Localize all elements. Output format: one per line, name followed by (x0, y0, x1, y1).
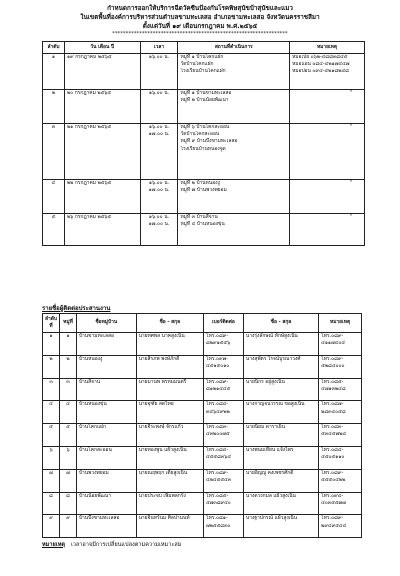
tel-prefix: โทร.๐๘๙- (321, 469, 344, 476)
ditto-mark: " (349, 180, 352, 186)
tel-number: ๔๒๔๕๕๔๓ (206, 476, 232, 483)
col-header-name2: ชื่อ - สกุล (243, 314, 318, 333)
tel-number: ๓๔๖๔๙๒๒ (206, 408, 230, 415)
schedule-date: ๒๒ กรกฎาคม ๒๕๖๕ (64, 180, 140, 214)
schedule-place (178, 214, 290, 246)
tel-prefix: โทร.๐๘๙- (206, 469, 229, 476)
schedule-header-row (43, 42, 365, 54)
time-line: ๑๖.๐๐ น. (148, 214, 170, 220)
note-line: หมอปอน ๐๙๔-๔๒๑๘๒๔๘ (292, 68, 349, 75)
tel-prefix: โทร.๐๘๗- (321, 401, 344, 408)
row-moo: ๙ (60, 515, 77, 538)
schedule-date: ๒๖ กรกฎาคม ๒๕๖๕ (64, 214, 140, 246)
row-moo: ๔ (60, 401, 77, 424)
schedule-no: ๕ (43, 214, 65, 246)
row-tel2 (319, 515, 362, 538)
row-no: ๗ (43, 469, 60, 492)
time-line: ๑๖.๐๐ น. (148, 180, 170, 186)
row-tel1 (204, 469, 244, 492)
tel-number: ๗๒๕๕๘๓๐ (206, 522, 231, 529)
tel-prefix: โทร.๐๘๑- (206, 515, 228, 522)
row-village: บ้านหนองขุ่น (76, 401, 136, 424)
row-name2: นายอิญญู คงเพชรศักดิ์ (243, 469, 318, 492)
row-name1: นายทศพล นาคสูงเนิน (136, 333, 203, 356)
row-tel1 (204, 355, 244, 378)
row-name1: นายจินทร์นม ศิลปานนท์ (136, 515, 203, 538)
coordinator-row (43, 424, 362, 447)
tel-number: ๔๕๐๕๑๑๐ (321, 454, 345, 461)
schedule-note (290, 54, 365, 90)
tel-prefix: โทร.๐๘๙- (206, 378, 229, 385)
document-title-line2: ในเขตพื้นที่องค์การบริหารส่วนตำบลขามทะเลสอ อำเภอขามทะเลสอ จังหวัดนครราชสีมา (80, 14, 320, 21)
schedule-time (140, 54, 178, 90)
schedule-place (178, 124, 290, 180)
document-title-line1: กำหนดการออกให้บริการฉีดวัคซีนป้องกันโรคพิษสุนัขบ้าสุนัขและแมว (107, 5, 293, 12)
row-tel2 (319, 469, 362, 492)
footer-label: หมายเหตุ (42, 542, 66, 548)
schedule-time (140, 90, 178, 124)
tel-prefix: โทร.๐๘๕- (321, 378, 344, 385)
place-line: โรงเรียนบ้านโคกแฝก (180, 68, 226, 75)
row-no: ๒ (43, 355, 60, 378)
schedule-row (43, 54, 365, 90)
schedule-date: ๑๙ กรกฎาคม ๒๕๖๕ (64, 54, 140, 90)
coordinator-row (43, 515, 362, 538)
schedule-row (43, 124, 365, 180)
row-tel1 (204, 401, 244, 424)
tel-prefix: โทร.๐๘๙- (321, 333, 344, 339)
row-name1: นายประจบ เพิ่มพลกรัง (136, 492, 203, 515)
coordinators-table (42, 313, 362, 538)
col-header-note: หมายเหตุ (290, 42, 365, 54)
row-village: บ้านขามทะเลสอ (76, 333, 136, 356)
place-line: หมู่ที่ ๑ บ้านขามทะเลสอ (180, 90, 232, 96)
coordinator-row (43, 378, 362, 401)
schedule-note (290, 180, 365, 214)
col-header-tel: เบอร์ติดต่อ (204, 314, 244, 333)
coordinator-row (43, 492, 362, 515)
tel-number: ๔๕๑๕๐๑๐ (206, 363, 230, 369)
tel-prefix: โทร.๐๙๗- (206, 355, 229, 362)
schedule-place (178, 54, 290, 90)
tel-number: ๔๕๕๘๓๖๔ (206, 454, 232, 461)
time-line: ๑๖.๐๐ น. (148, 124, 170, 130)
row-tel2 (319, 378, 362, 401)
row-village: บ้านบึงขามทะเลสอ (76, 515, 136, 538)
tel-number: ๕๒๘๔๐๐๐ (321, 363, 345, 369)
row-name1: นายมานพ พรหมมนตรี (136, 378, 203, 401)
row-tel1 (204, 446, 244, 469)
schedule-note (290, 124, 365, 180)
col-header-no: ลำดับ (43, 42, 65, 54)
coordinators-header-row (43, 314, 362, 333)
tel-prefix: โทร.๐๘๓- (206, 424, 228, 431)
row-name2: นางกาญจนวรรณ ขอสูงเนิน (243, 401, 318, 424)
row-tel2 (319, 401, 362, 424)
row-tel1 (204, 333, 244, 356)
row-name1: นายจีระพงษ์ จักรแก้ว (136, 424, 203, 447)
col-header-order: ลำดับที่ (43, 314, 60, 333)
row-tel2 (319, 424, 362, 447)
row-tel1 (204, 424, 244, 447)
row-name1: นายสิรภพ พงษ์ภักดิ์ (136, 355, 203, 378)
row-tel1 (204, 378, 244, 401)
tel-prefix: โทร.๐๙๔- (321, 492, 344, 499)
time-line: ๑๗.๐๐ น. (148, 131, 170, 138)
schedule-note (290, 90, 365, 124)
place-line: วัดบ้านโคกสะออน (180, 131, 220, 138)
document-title-line3: ตั้งแต่วันที่ ๑๙ เดือนกรกฎาคม พ.ศ.๒๕๖๕ (142, 23, 258, 30)
row-moo: ๖ (60, 446, 77, 469)
tel-prefix: โทร.๐๘๔- (321, 446, 344, 453)
schedule-place (178, 90, 290, 124)
schedule-table (42, 41, 365, 246)
col-header-moo: หมู่ที่ (60, 314, 77, 333)
place-line: หมู่ที่ ๒ บ้านน้อยพัฒนา (180, 97, 229, 104)
tel-prefix: โทร.๐๘๙- (321, 515, 344, 522)
tel-number: ๘๒๙๑๕๕๖ (206, 340, 231, 347)
tel-prefix: โทร.๐๘๓- (321, 424, 344, 431)
row-name2: นางดวงกมล แผ้วสูงเนิน (243, 492, 318, 515)
section-title-coordinators: รายชื่อผู้ติดต่อประสานงาน (42, 305, 111, 312)
footer-note (42, 541, 181, 549)
coordinator-row (43, 333, 362, 356)
row-tel1 (204, 515, 244, 538)
place-line: หมู่ที่ ๒ บ้านหนองงู (180, 180, 220, 186)
coordinator-row (43, 446, 362, 469)
tel-number: ๔๗๑๓๒๔๘ (321, 385, 346, 392)
schedule-no: ๓ (43, 124, 65, 180)
col-header-date: วัน เดือน ปี (64, 42, 140, 54)
place-line: หมู่ที่ ๑ บ้านโคกแฝก (180, 54, 224, 60)
place-line: หมู่ที่ ๙ บ้านบึงขามทะเลสอ (180, 138, 238, 145)
schedule-row (43, 180, 365, 214)
row-tel2 (319, 355, 362, 378)
place-line: หมู่ที่ ๗ บ้านพวงพยอม (180, 187, 227, 194)
schedule-time (140, 124, 178, 180)
ditto-mark: " (349, 124, 352, 130)
row-tel2 (319, 492, 362, 515)
schedule-row (43, 90, 365, 124)
row-name2: นายนิกร อยู่สูงเนิน (243, 378, 318, 401)
row-name2: นางฐาปกรณ์ แผ้วสูงเนิน (243, 515, 318, 538)
coordinator-row (43, 469, 362, 492)
row-village: บ้านโคกสะออน (76, 446, 136, 469)
coordinator-row (43, 355, 362, 378)
tel-prefix: โทร.๐๘๔- (206, 401, 229, 408)
place-line: หมู่ที่ ๓ บ้านสีจาน (180, 214, 218, 220)
row-tel2 (319, 333, 362, 356)
row-no: ๔ (43, 401, 60, 424)
row-village: บ้านโคกแฝก (76, 424, 136, 447)
note-line: หมอเปย ๐๖๒-๔๘๘๓๘๔๕ (292, 54, 348, 60)
row-moo: ๒ (60, 355, 77, 378)
row-tel1 (204, 492, 244, 515)
schedule-no: ๒ (43, 90, 65, 124)
tel-number: ๕๗๓๘๙๔๐ (206, 499, 231, 506)
tel-number: ๘๑๒๑๔๔๕ (206, 385, 231, 392)
row-village: บ้านพวงพยอม (76, 469, 136, 492)
col-header-note: หมายเหตุ (319, 314, 362, 333)
schedule-place (178, 180, 290, 214)
schedule-date: ๒๑ กรกฎาคม ๒๕๖๕ (64, 124, 140, 180)
col-header-place: สถานที่ดำเนินการ (178, 42, 290, 54)
row-no: ๖ (43, 446, 60, 469)
coordinator-row (43, 401, 362, 424)
tel-number: ๒๙๔๙๕๔๔ (321, 522, 347, 529)
row-name1: นายณฤพฤก เตี้ยสูงเนิน (136, 469, 203, 492)
footer-text: เวลาอาจมีการเปลี่ยนแปลงตามความเหมาะสม (70, 542, 182, 548)
row-moo: ๘ (60, 492, 77, 515)
schedule-note (290, 214, 365, 246)
row-moo: ๓ (60, 378, 77, 401)
place-line: หมู่ที่ ๔ บ้านหนองขุ่น (180, 221, 225, 228)
place-line: วัดบ้านโคกแฝก (180, 61, 214, 68)
row-moo: ๑ (60, 333, 77, 356)
tel-number: ๔๐๓๕๕๗๗ (321, 499, 346, 506)
time-line: ๑๗.๐๐ น. (148, 187, 170, 194)
row-no: ๕ (43, 424, 60, 447)
tel-number: ๕๕๕๐๔๒๒ (321, 476, 346, 483)
ditto-mark: " (349, 90, 352, 96)
row-no: ๙ (43, 515, 60, 538)
tel-prefix: โทร.๐๘๕- (206, 492, 229, 499)
ditto-mark: " (349, 214, 352, 220)
tel-number: ๒๘๓๔๐๕๘ (321, 408, 346, 415)
row-no: ๓ (43, 378, 60, 401)
time-line: ๑๖.๐๐ น. (148, 54, 170, 60)
row-no: ๘ (43, 492, 60, 515)
schedule-row (43, 214, 365, 246)
star-divider: ***************************************************************** (112, 31, 288, 37)
row-no: ๑ (43, 333, 60, 356)
row-name2: นางพนมเทียน แจ้งไพร (243, 446, 318, 469)
schedule-time (140, 180, 178, 214)
row-moo: ๕ (60, 424, 77, 447)
time-line: ๑๗.๐๐ น. (148, 221, 170, 228)
place-line: หมู่ที่ ๖ บ้านโคกสะออน (180, 124, 230, 130)
tel-number: ๔๓๒๐๐๗๕ (206, 431, 230, 438)
row-name2: นางรุ่งลักษณ์ ทักษ์สูงเนิน (243, 333, 318, 356)
col-header-name1: ชื่อ - สกุล (136, 314, 203, 333)
time-line: ๑๖.๐๐ น. (148, 90, 170, 96)
row-name2: นายนิยม ดาราเย็น (243, 424, 318, 447)
schedule-no: ๑ (43, 54, 65, 90)
place-line: โรงเรียนบ้านหนองจูด (180, 145, 226, 152)
row-moo: ๗ (60, 469, 77, 492)
row-name1: นายทองพูน แผ้วสูงเนิน (136, 446, 203, 469)
schedule-date: ๒๐ กรกฎาคม ๒๕๖๕ (64, 90, 140, 124)
tel-prefix: โทร.๐๘๙- (321, 355, 344, 362)
row-name2: นางสุพัตร ไรจน์บูรณาวงศ์ (243, 355, 318, 378)
row-village: บ้านน้อยพัฒนา (76, 492, 136, 515)
row-name1: นายจุฑัย สดไทย (136, 401, 203, 424)
note-line: หมอแอน ๐๘๔-๔๒๑๗๔๔๗ (292, 61, 350, 68)
col-header-village: ชื่อหมู่บ้าน (76, 314, 136, 333)
tel-prefix: โทร.๐๘๙- (206, 333, 229, 339)
schedule-no: ๔ (43, 180, 65, 214)
row-tel2 (319, 446, 362, 469)
row-village: บ้านหนองงู (76, 355, 136, 378)
tel-number: ๔๑๑๗๔๐๔ (321, 340, 346, 347)
row-village: บ้านสีจาน (76, 378, 136, 401)
col-header-time: เวลา (140, 42, 178, 54)
tel-prefix: โทร.๐๘๔- (206, 446, 229, 453)
tel-number: ๕๓๔๕๗๒๔ (321, 431, 347, 438)
schedule-time (140, 214, 178, 246)
